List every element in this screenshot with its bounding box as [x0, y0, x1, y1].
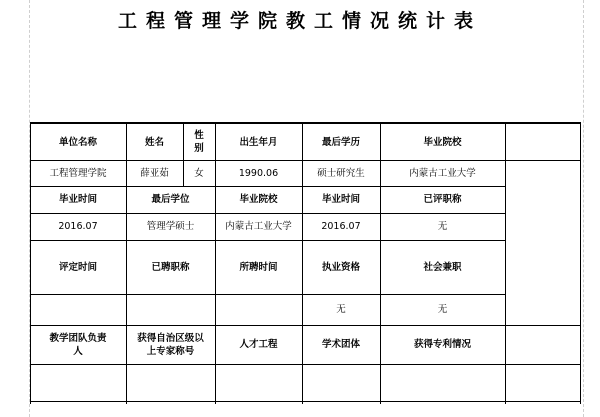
header-practice-qualification: 执业资格 — [321, 261, 360, 273]
value-degree-graduation-time: 2016.07 — [321, 221, 361, 232]
row-divider — [30, 401, 581, 402]
header-graduation-time: 毕业时间 — [58, 194, 97, 205]
header-highest-degree: 最后学位 — [151, 194, 190, 205]
header-gender: 性别 — [194, 130, 204, 154]
header-evaluation-time: 评定时间 — [58, 261, 97, 273]
value-birth-date: 1990.06 — [238, 167, 279, 179]
header-appointment-time: 所聘时间 — [239, 261, 278, 273]
header-professional-title: 已评职称 — [423, 194, 462, 205]
header-degree-graduation-time: 毕业时间 — [321, 194, 360, 205]
column-divider — [505, 124, 506, 404]
header-highest-education: 最后学历 — [321, 136, 360, 148]
header-teaching-team-leader: 教学团队负责人 — [49, 332, 107, 357]
header-expert-title: 获得自治区级以上专家称号 — [137, 332, 204, 357]
value-unit-name: 工程管理学院 — [49, 167, 107, 179]
value-graduation-time: 2016.07 — [58, 221, 98, 232]
staff-info-table — [30, 122, 581, 404]
header-graduate-school: 毕业院校 — [423, 136, 462, 148]
header-academic-society: 学术团体 — [321, 339, 360, 350]
value-gender: 女 — [194, 167, 204, 179]
header-degree-school: 毕业院校 — [239, 194, 278, 205]
page-title: 工程管理学院教工情况统计表 — [117, 10, 482, 32]
value-professional-title: 无 — [437, 221, 448, 232]
header-talent-program: 人才工程 — [239, 339, 278, 350]
page-right-edge — [583, 0, 584, 417]
column-divider — [580, 124, 581, 404]
row-divider — [30, 364, 581, 365]
value-name: 薛亚茹 — [140, 167, 169, 179]
header-social-position: 社会兼职 — [423, 261, 462, 273]
header-appointed-title: 已聘职称 — [151, 261, 190, 273]
value-graduate-school: 内蒙古工业大学 — [409, 167, 476, 179]
header-name: 姓名 — [144, 136, 164, 148]
header-patent-status: 获得专利情况 — [413, 339, 471, 350]
value-social-position: 无 — [437, 304, 448, 315]
header-unit-name: 单位名称 — [58, 136, 97, 148]
value-practice-qualification: 无 — [336, 304, 346, 315]
value-highest-degree: 管理学硕士 — [146, 221, 195, 232]
value-highest-education: 硕士研究生 — [317, 167, 365, 179]
header-birth-date: 出生年月 — [239, 136, 278, 148]
value-degree-school: 内蒙古工业大学 — [225, 221, 292, 232]
